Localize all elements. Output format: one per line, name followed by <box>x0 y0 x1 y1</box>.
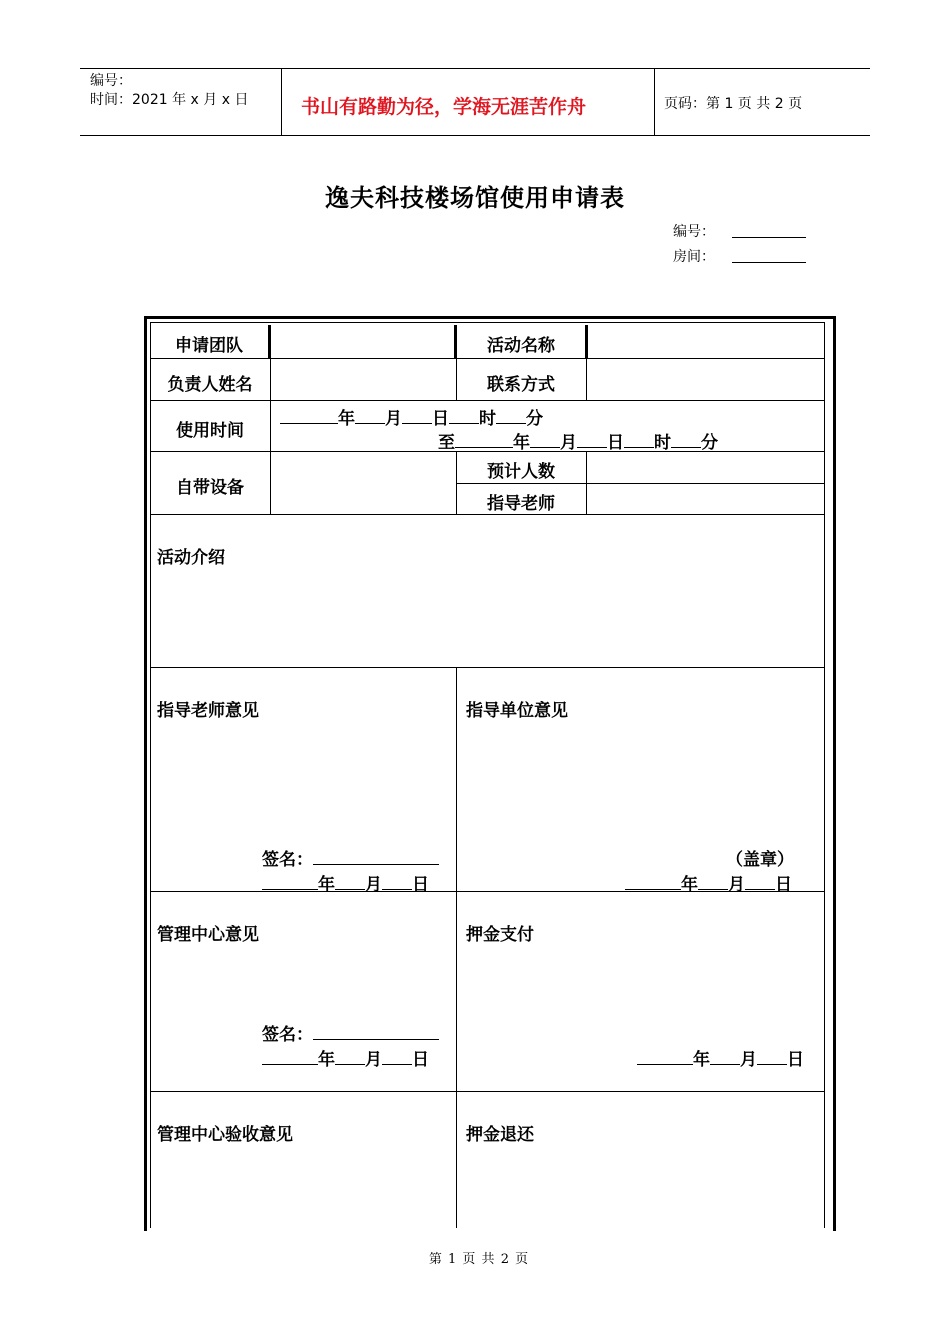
year-blank[interactable] <box>455 430 513 448</box>
center-accept-label: 管理中心验收意见 <box>157 1125 293 1145</box>
col-rule <box>456 667 457 1228</box>
year-unit: 年 <box>681 875 698 895</box>
day-unit: 日 <box>607 433 624 453</box>
month-unit: 月 <box>385 409 402 429</box>
page-footer: 第 1 页 共 2 页 <box>428 1252 530 1267</box>
expected-people-label: 预计人数 <box>487 462 555 482</box>
day-blank[interactable] <box>382 872 412 890</box>
year-unit: 年 <box>513 433 530 453</box>
month-unit: 月 <box>365 875 382 895</box>
deposit-pay-label: 押金支付 <box>466 925 534 945</box>
center-date[interactable] <box>262 1045 429 1070</box>
to-label: 至 <box>438 433 455 453</box>
center-signature[interactable] <box>262 1020 439 1045</box>
month-unit: 月 <box>728 875 745 895</box>
row-rule <box>150 514 824 515</box>
row-rule <box>150 358 824 359</box>
row-rule <box>456 483 824 484</box>
activity-name-label: 活动名称 <box>487 336 555 356</box>
contact-label: 联系方式 <box>487 375 555 395</box>
row-rule <box>150 400 824 401</box>
signature-label: 签名： <box>262 850 313 870</box>
minute-blank[interactable] <box>671 430 701 448</box>
day-blank[interactable] <box>745 872 775 890</box>
deposit-return-label: 押金退还 <box>466 1125 534 1145</box>
team-label: 申请团队 <box>175 336 243 356</box>
day-blank[interactable] <box>577 430 607 448</box>
time-to[interactable] <box>438 428 718 453</box>
intro-field[interactable] <box>152 570 822 665</box>
day-blank[interactable] <box>757 1047 787 1065</box>
room-field[interactable] <box>732 262 806 263</box>
day-unit: 日 <box>432 409 449 429</box>
hour-unit: 时 <box>479 409 496 429</box>
advisor-field[interactable] <box>588 485 822 513</box>
leader-label: 负责人姓名 <box>167 375 253 395</box>
col-rule <box>270 358 271 514</box>
unit-date[interactable] <box>625 870 792 895</box>
signature-label: 签名： <box>262 1025 313 1045</box>
month-blank[interactable] <box>710 1047 740 1065</box>
header-page-info: 页码：第 1 页 共 2 页 <box>664 96 803 112</box>
time-label: 使用时间 <box>176 421 244 441</box>
hour-blank[interactable] <box>624 430 654 448</box>
activity-name-field[interactable] <box>589 324 822 357</box>
center-accept-field[interactable] <box>152 1148 454 1226</box>
month-blank[interactable] <box>355 406 385 424</box>
col-rule <box>586 451 587 514</box>
equipment-label: 自带设备 <box>176 478 244 498</box>
form-inner-right-rule <box>824 322 825 1228</box>
minute-blank[interactable] <box>496 406 526 424</box>
col-rule-thick <box>585 325 588 358</box>
header-divider <box>281 68 282 136</box>
advisor-date[interactable] <box>262 870 429 895</box>
seal-label: （盖章） <box>726 850 794 870</box>
day-unit: 日 <box>412 875 429 895</box>
center-opinion-label: 管理中心意见 <box>157 925 259 945</box>
header-motto: 书山有路勤为径，学海无涯苦作舟 <box>301 96 587 118</box>
year-blank[interactable] <box>637 1047 693 1065</box>
year-blank[interactable] <box>262 872 318 890</box>
unit-opinion-label: 指导单位意见 <box>466 701 568 721</box>
page-title: 逸夫科技楼场馆使用申请表 <box>325 184 625 212</box>
team-field[interactable] <box>272 324 452 357</box>
contact-field[interactable] <box>588 360 822 399</box>
month-blank[interactable] <box>335 872 365 890</box>
hour-unit: 时 <box>654 433 671 453</box>
col-rule <box>586 358 587 400</box>
header-divider <box>654 68 655 136</box>
year-blank[interactable] <box>262 1047 318 1065</box>
day-unit: 日 <box>787 1050 804 1070</box>
advisor-opinion-label: 指导老师意见 <box>157 701 259 721</box>
form-number-field[interactable] <box>732 237 806 238</box>
day-unit: 日 <box>775 875 792 895</box>
leader-field[interactable] <box>272 360 454 399</box>
row-rule <box>150 667 824 668</box>
expected-people-field[interactable] <box>588 453 822 482</box>
day-unit: 日 <box>412 1050 429 1070</box>
header-top-rule <box>80 68 870 69</box>
signature-blank[interactable] <box>313 847 439 865</box>
form-inner-left-rule <box>150 322 151 1228</box>
header-time-label: 时间：2021 年 x 月 x 日 <box>90 92 249 108</box>
year-blank[interactable] <box>625 872 681 890</box>
signature-blank[interactable] <box>313 1022 439 1040</box>
form-number-label: 编号： <box>673 224 715 240</box>
year-unit: 年 <box>318 875 335 895</box>
form-inner-top-rule <box>150 322 824 323</box>
header-bottom-rule <box>80 135 870 136</box>
deposit-return-field[interactable] <box>458 1148 822 1226</box>
month-blank[interactable] <box>530 430 560 448</box>
month-blank[interactable] <box>698 872 728 890</box>
minute-unit: 分 <box>701 433 718 453</box>
month-unit: 月 <box>740 1050 757 1070</box>
day-blank[interactable] <box>402 406 432 424</box>
time-from[interactable] <box>280 404 543 429</box>
year-unit: 年 <box>318 1050 335 1070</box>
header-number-label: 编号： <box>90 73 132 89</box>
month-blank[interactable] <box>335 1047 365 1065</box>
col-rule-thick <box>268 325 271 358</box>
advisor-signature[interactable] <box>262 845 439 870</box>
hour-blank[interactable] <box>449 406 479 424</box>
year-unit: 年 <box>338 409 355 429</box>
deposit-pay-date[interactable] <box>637 1045 804 1070</box>
day-blank[interactable] <box>382 1047 412 1065</box>
intro-label: 活动介绍 <box>157 548 225 568</box>
equipment-field[interactable] <box>272 453 454 513</box>
advisor-label: 指导老师 <box>487 494 555 514</box>
room-label: 房间： <box>673 249 715 265</box>
year-blank[interactable] <box>280 406 338 424</box>
year-unit: 年 <box>693 1050 710 1070</box>
month-unit: 月 <box>560 433 577 453</box>
month-unit: 月 <box>365 1050 382 1070</box>
minute-unit: 分 <box>526 409 543 429</box>
row-rule <box>150 1091 824 1092</box>
